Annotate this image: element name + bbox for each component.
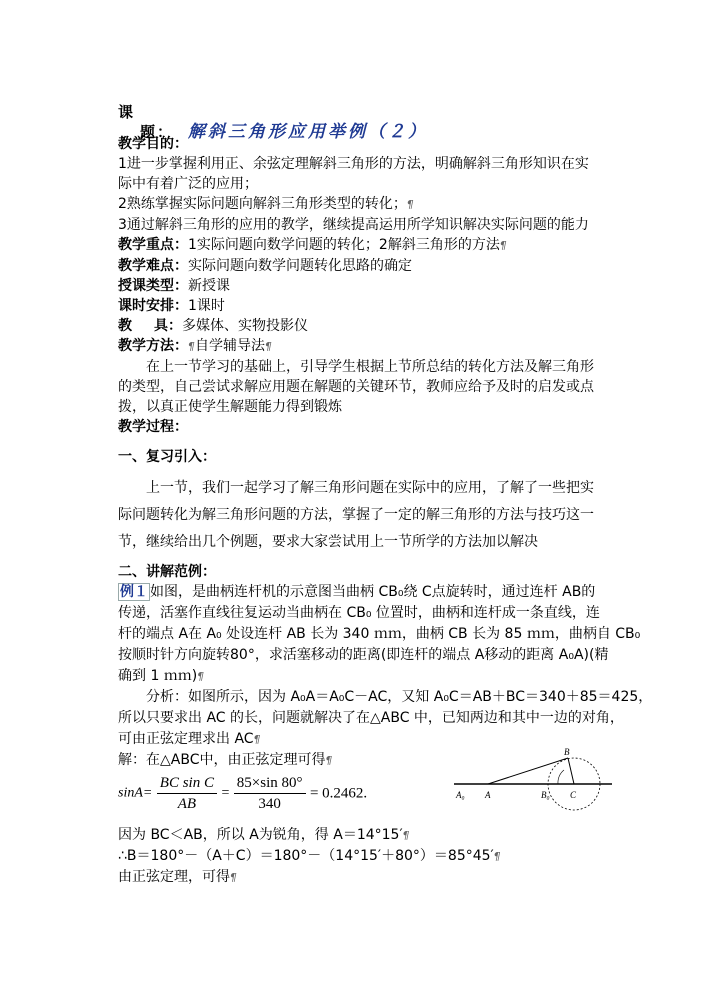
paragraph-mark: ¶	[406, 198, 414, 211]
title-label-left: 课	[118, 103, 136, 121]
objective-text-3: 2熟练掌握实际问题向解斜三角形类型的转化；	[118, 196, 407, 212]
tools-label-right: 具：	[154, 318, 182, 334]
conclusion-text-2: ∴B＝180°－（A＋C）＝180°－（14°15′＋80°）＝85°45′	[118, 848, 494, 864]
lesson-title: 解斜三角形应用举例（２）	[188, 122, 428, 142]
method-para-line-3: 拨，以真正使学生解题能力得到锻炼	[118, 399, 342, 415]
analysis-text-3: 可由正弦定理求出 AC	[118, 731, 254, 747]
method-row	[118, 336, 610, 357]
paragraph-mark: ¶	[493, 850, 501, 863]
paragraph-mark: ¶	[197, 670, 205, 683]
example-line-4: 按顺时针方向旋转80°，求活塞移动的距离(即连杆的端点 A移动的距离 A₀A)(精	[118, 647, 609, 663]
conclusion-text-1: 因为 BC＜AB，所以 A为锐角，得 A＝14°15′	[118, 827, 403, 843]
objective-line-1: 1进一步掌握利用正、余弦定理解斜三角形的方法，明确解斜三角形知识在实	[118, 156, 589, 172]
formula-denominator-1: AB	[177, 796, 197, 812]
objective-line-2: 际中有着广泛的应用；	[118, 176, 258, 192]
conclusion-line-1	[118, 825, 610, 846]
lesson-type-label: 授课类型：	[118, 278, 188, 294]
solution-intro-text: 解：在△ABC中，由正弦定理可得	[118, 752, 326, 768]
key-points-text: 1实际问题向数学问题的转化；2解斜三角形的方法	[188, 237, 500, 253]
formula-result: = 0.2462.	[309, 785, 368, 802]
example-line-2: 传递，活塞作直线往复运动当曲柄在 CB₀ 位置时，曲柄和连杆成一条直线，连	[118, 605, 600, 621]
method-para-line-2: 的类型，自己尝试求解应用题在解题的关键环节，教师应给予及时的启发或点	[118, 379, 594, 395]
key-points-label: 教学重点：	[118, 237, 188, 253]
example-text-5: 确到 1 ｍｍ)	[118, 668, 198, 684]
analysis-line-1: 分析：如图所示，因为 A₀A＝A₀C－AC，又知 A₀C＝AB＋BC＝340＋85＝425，	[146, 689, 653, 705]
difficulty-label: 教学难点：	[118, 258, 188, 274]
difficulty-row	[118, 256, 610, 276]
label-c: C	[570, 790, 577, 800]
analysis-line-3	[118, 729, 610, 750]
crank-arm	[568, 758, 574, 784]
label-b: B	[564, 748, 570, 757]
label-a: A	[485, 790, 491, 800]
tools-text: 多媒体、实物投影仪	[182, 318, 308, 334]
lesson-type-row	[118, 276, 610, 296]
formula-numerator-2: 85×sin 80°	[234, 773, 306, 794]
review-line-1: 上一节，我们一起学习了解三角形问题在实际中的应用，了解了一些把实	[146, 480, 594, 496]
conclusion-text-3: 由正弦定理，可得	[118, 869, 230, 885]
paragraph-mark: ¶	[402, 829, 410, 842]
formula-lhs: sinA=	[118, 785, 153, 801]
objective-line-4: 3通过解斜三角形的应用的教学，继续提高运用所学知识解决实际问题的能力	[118, 217, 589, 233]
objectives-heading: 教学目的：	[118, 136, 188, 152]
analysis-line-2: 所以只要求出 AC 的长，问题就解决了在△ABC 中，已知两边和其中一边的对角，	[118, 710, 624, 726]
schedule-row	[118, 296, 610, 316]
crank-diagram	[454, 748, 614, 820]
paragraph-mark: ¶	[188, 340, 195, 353]
formula-fraction-1	[157, 773, 217, 814]
review-line-2: 际问题转化为解三角形问题的方法，掌握了一定的解三角形的方法与技巧这一	[118, 507, 594, 523]
example-text-1: 如图，是曲柄连杆机的示意图当曲柄 CB₀绕 C点旋转时，通过连杆 AB的	[150, 584, 596, 600]
tools-row	[118, 316, 610, 336]
conclusion-line-3	[118, 867, 610, 888]
title-row	[118, 102, 610, 142]
title-label-right: 题：	[140, 123, 175, 141]
conclusion-line-2	[118, 846, 610, 867]
difficulty-text: 实际问题向数学问题转化思路的确定	[188, 258, 412, 274]
paragraph-mark: ¶	[253, 733, 261, 746]
example-line-5	[118, 666, 610, 687]
paragraph-mark: ¶	[265, 340, 272, 353]
objective-line-3	[118, 194, 610, 215]
schedule-label: 课时安排：	[118, 298, 188, 314]
angle-arc	[558, 770, 564, 784]
example-label: 例１	[120, 584, 148, 600]
lesson-type-text: 新授课	[188, 278, 230, 294]
process-heading: 教学过程：	[118, 419, 188, 435]
key-points-row	[118, 235, 610, 256]
example-line-3: 杆的端点 A在 A₀ 处设连杆 AB 长为 340 ｍｍ，曲柄 CB 长为 85 ｍｍ，曲柄自 CB₀	[118, 626, 641, 642]
review-heading: 一、复习引入：	[118, 449, 216, 465]
connecting-rod	[488, 758, 568, 784]
method-para-line-1: 在上一节学习的基础上，引导学生根据上节所总结的转化方法及解三角形	[146, 359, 594, 375]
example-line-1	[118, 582, 610, 603]
formula-equals: =	[221, 785, 230, 801]
formula-fraction-2	[234, 773, 306, 814]
tools-label-left: 教	[118, 318, 132, 334]
schedule-text: 1课时	[188, 298, 225, 314]
review-line-3: 节，继续给出几个例题，要求大家尝试用上一节所学的方法加以解决	[118, 534, 538, 550]
paragraph-mark: ¶	[230, 871, 237, 884]
label-b0: B₀	[541, 790, 550, 800]
method-text: 自学辅导法	[195, 338, 265, 354]
formula-denominator-2: 340	[258, 796, 281, 812]
method-label: 教学方法：	[118, 338, 188, 354]
paragraph-mark: ¶	[499, 239, 507, 252]
examples-heading: 二、讲解范例：	[118, 564, 216, 580]
paragraph-mark: ¶	[325, 754, 333, 767]
formula-numerator-1: BC sin C	[157, 773, 217, 794]
label-a0: A₀	[456, 790, 465, 800]
